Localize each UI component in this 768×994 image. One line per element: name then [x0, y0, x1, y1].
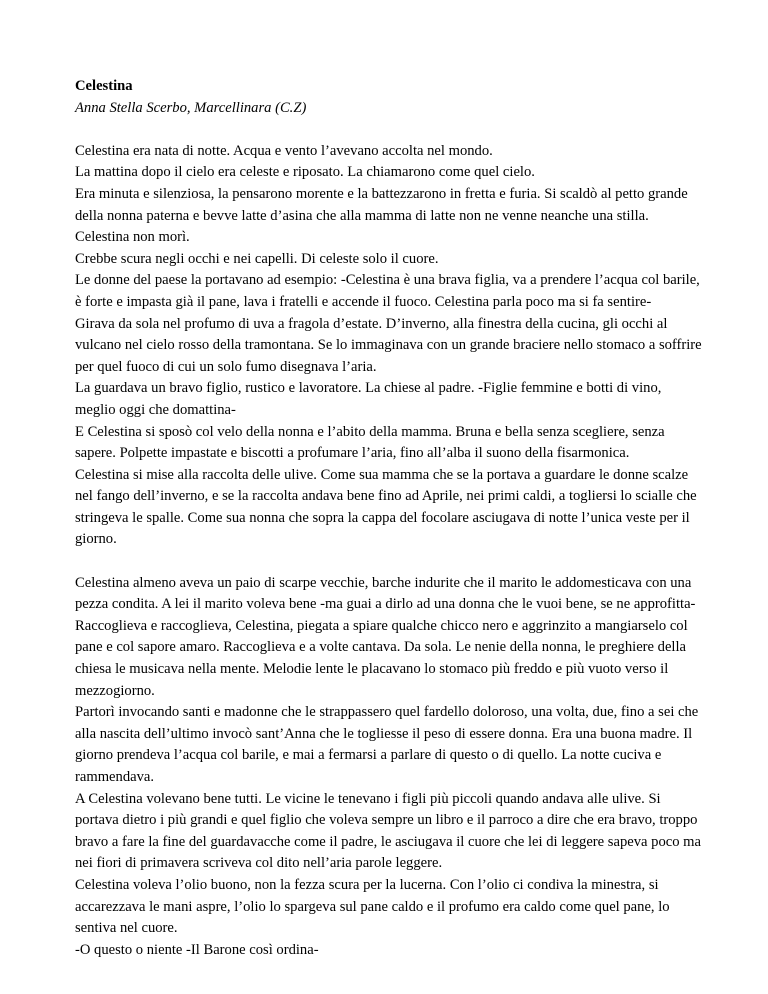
document-title: Celestina — [75, 78, 133, 94]
text-line: Celestina era nata di notte. Acqua e vento l’avevano accolta nel mondo. — [75, 142, 493, 159]
text-line: Celestina si mise alla raccolta delle ulive. Come sua mamma che se la portava a guardare le donne scalze nel fango dell’inverno, e se la raccolta andava bene fino ad Aprile, nei primi caldi, a togliersi lo scialle che stringeva le spalle. Come sua nonna che sopra la cappa del focolare asciugava di notte l’unica veste per il giorno. — [75, 466, 697, 548]
document-page — [75, 76, 705, 983]
text-line: Le donne del paese la portavano ad esempio: -Celestina è una brava figlia, va a prendere l’acqua col barile, è forte e impasta già il pane, lava i fratelli e accende il fuoco. Celestina parla poco ma si fa sentire- — [75, 272, 700, 310]
text-line: Crebbe scura negli occhi e nei capelli. Di celeste solo il cuore. — [75, 250, 439, 267]
text-line: A Celestina volevano bene tutti. Le vicine le tenevano i figli più piccoli quando andava alle ulive. Si portava dietro i più grandi e quel figlio che voleva sempre un libro e il parroco a dire che era bravo, troppo bravo a fare la fine del guardavacche come il padre, le asciugava il cuore che lei di leggere sapeva poco ma nei fiori di primavera scriveva col dito nell’aria parole leggere. — [75, 790, 701, 872]
text-line: Celestina non morì. — [75, 229, 190, 246]
text-line: Partorì invocando santi e madonne che le strappassero quel fardello doloroso, una volta, due, fino a sei che alla nascita dell’ultimo invocò sant’Anna che le togliesse il peso di essere donna. Era una buona madre. Il giorno prendeva l’acqua col barile, e mai a fermarsi a parlare di questo o di quello. La notte cuciva e rammendava. — [75, 704, 699, 785]
paragraph — [75, 141, 705, 551]
text-line: Era minuta e silenziosa, la pensarono morente e la battezzarono in fretta e furia. Si scaldò al petto grande della nonna paterna e bevve latte d’asina che alla mamma di latte non ne venne neanche una stilla. — [75, 185, 688, 224]
document-body — [75, 141, 705, 962]
text-line: La guardava un bravo figlio, rustico e lavoratore. La chiese al padre. -Figlie femmine e botti di vino, meglio oggi che domattina- — [75, 380, 662, 418]
text-line: -O questo o niente -Il Barone così ordina- — [75, 941, 319, 958]
text-line: Celestina voleva l’olio buono, non la fezza scura per la lucerna. Con l’olio ci condiva la minestra, si accarezzava le mani aspre, l’olio lo spargeva sul pane caldo e il profumo era caldo come quel pane, lo sentiva nel cuore. — [75, 876, 670, 937]
text-line: La mattina dopo il cielo era celeste e riposato. La chiamarono come quel cielo. — [75, 164, 535, 181]
text-line: E Celestina si sposò col velo della nonna e l’abito della mamma. Bruna e bella senza scegliere, senza sapere. Polpette impastate e biscotti a profumare l’aria, fino all’alba il suono della fisarmonica. — [75, 423, 665, 462]
text-line: Raccoglieva e raccoglieva, Celestina, piegata a spiare qualche chicco nero e aggrinzito a mangiarselo col pane e col sapore amaro. Raccoglieva e a volte cantava. Da sola. Le nenie della nonna, le preghiere della chiesa le musicava nella mente. Melodie lente le placavano lo stomaco più freddo e più vuoto verso il mezzogiorno. — [75, 617, 688, 699]
document-author: Anna Stella Scerbo, Marcellinara (C.Z) — [75, 99, 307, 116]
text-line: Celestina almeno aveva un paio di scarpe vecchie, barche indurite che il marito le addomesticava con una pezza condita. A lei il marito voleva bene -ma guai a dirlo ad una donna che le vuoi bene, se ne approfitta- — [75, 574, 696, 613]
paragraph — [75, 573, 705, 962]
text-line: Girava da sola nel profumo di uva a fragola d’estate. D’inverno, alla finestra della cucina, gli occhi al vulcano nel cielo rosso della tramontana. Se lo immaginava con un grande braciere nello stomaco a soffrire per quel fuoco di cui un solo fumo disegnava l’aria. — [75, 315, 702, 375]
